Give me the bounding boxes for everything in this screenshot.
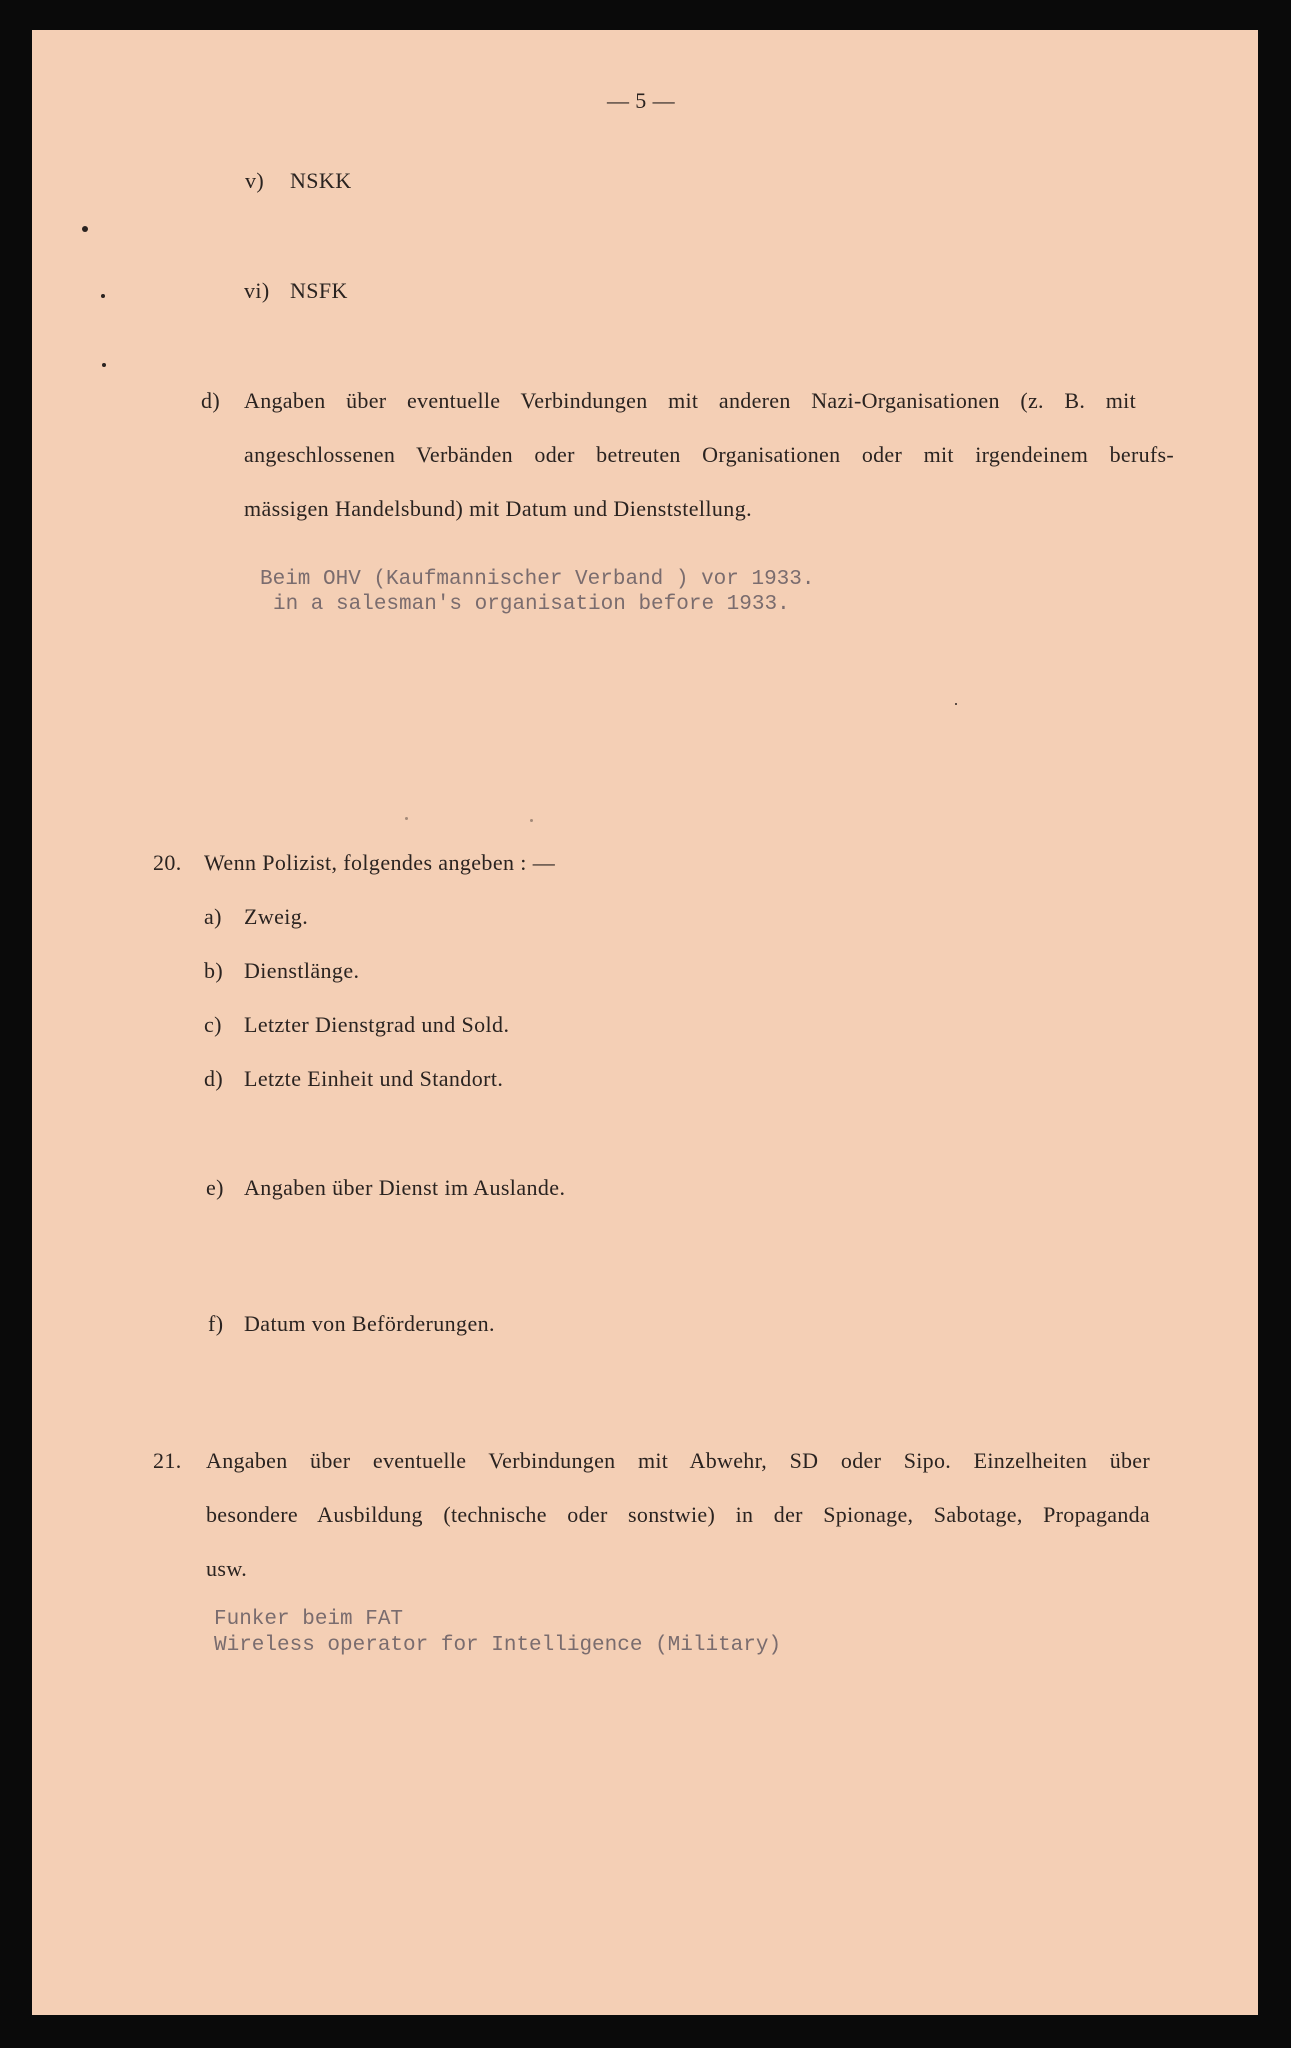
q20-subitem-f-text: Datum von Beförderungen. bbox=[244, 1311, 495, 1336]
question-21-line-1: Angaben über eventuelle Verbindungen mit Abwehr, SD oder Sipo. Einzelheiten über bbox=[206, 1448, 1150, 1473]
paper-speck bbox=[955, 703, 957, 705]
paper-speck bbox=[405, 817, 408, 820]
q20-subitem-d-text: Letzte Einheit und Standort. bbox=[244, 1066, 504, 1091]
item-v-marker: v) bbox=[245, 168, 265, 193]
item-d-typed-german: Beim OHV (Kaufmannischer Verband ) vor 1933. bbox=[260, 568, 815, 591]
q20-subitem-b-text: Dienstlänge. bbox=[244, 958, 360, 983]
q20-subitem-d-marker: d) bbox=[204, 1066, 224, 1091]
q20-subitem-a-text: Zweig. bbox=[244, 904, 309, 929]
paper-speck bbox=[82, 226, 88, 232]
question-20-text: Wenn Polizist, folgendes angeben : — bbox=[204, 850, 556, 875]
q20-subitem-b-marker: b) bbox=[204, 958, 224, 983]
item-d-marker: d) bbox=[201, 388, 221, 413]
q20-subitem-a-marker: a) bbox=[204, 904, 222, 929]
paper-speck bbox=[101, 294, 105, 298]
item-d-line-3: mässigen Handelsbund) mit Datum und Dienststellung. bbox=[244, 496, 753, 521]
q20-subitem-c-marker: c) bbox=[204, 1012, 222, 1037]
item-vi-text: NSFK bbox=[290, 278, 348, 303]
question-21-typed-english: Wireless operator for Intelligence (Military) bbox=[214, 1634, 782, 1657]
item-d-line-2: angeschlossenen Verbänden oder betreuten Organisationen oder mit irgendeinem berufs- bbox=[244, 442, 1174, 467]
paper-speck bbox=[530, 819, 533, 822]
document-page bbox=[32, 30, 1258, 2015]
item-v-text: NSKK bbox=[290, 168, 352, 193]
question-21-typed-german: Funker beim FAT bbox=[214, 1608, 404, 1631]
q20-subitem-c-text: Letzter Dienstgrad und Sold. bbox=[244, 1012, 510, 1037]
q20-subitem-f-marker: f) bbox=[208, 1311, 224, 1336]
question-21-line-2: besondere Ausbildung (technische oder sonstwie) in der Spionage, Sabotage, Propaganda bbox=[206, 1502, 1150, 1527]
paper-speck bbox=[102, 363, 106, 367]
item-d-line-1: Angaben über eventuelle Verbindungen mit anderen Nazi-Organisationen (z. B. mit bbox=[244, 388, 1136, 413]
q20-subitem-e-text: Angaben über Dienst im Auslande. bbox=[244, 1175, 566, 1200]
item-vi-marker: vi) bbox=[244, 278, 270, 303]
question-20-number: 20. bbox=[153, 850, 182, 875]
item-d-typed-english: in a salesman's organisation before 1933. bbox=[273, 593, 790, 616]
question-21-number: 21. bbox=[153, 1448, 182, 1473]
page-number: — 5 — bbox=[607, 88, 675, 113]
q20-subitem-e-marker: e) bbox=[206, 1175, 224, 1200]
question-21-line-3: usw. bbox=[206, 1556, 248, 1581]
